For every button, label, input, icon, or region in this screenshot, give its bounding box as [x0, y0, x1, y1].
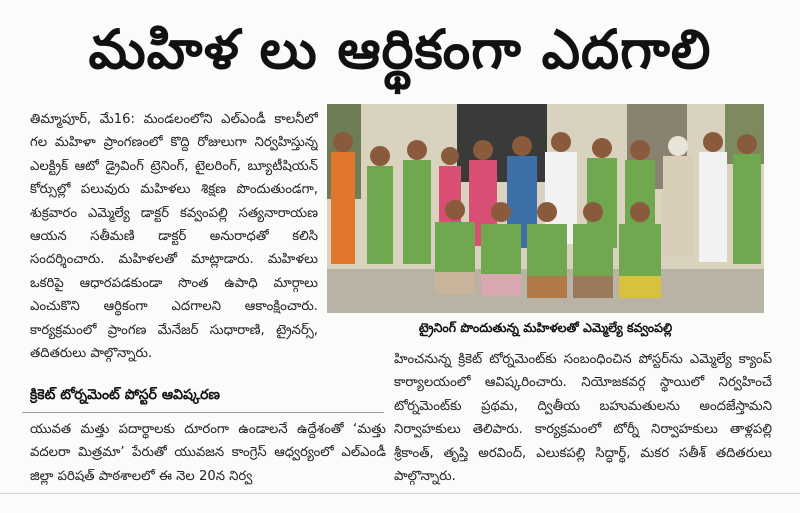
person-standing: [733, 154, 761, 264]
head: [592, 138, 612, 158]
head: [473, 140, 493, 160]
head: [668, 136, 688, 156]
person-standing: [367, 166, 393, 264]
person-seated: [573, 224, 613, 278]
person-seated: [435, 222, 475, 274]
section-subheading: క్రికెట్‌ టోర్నమెంట్‌ పోస్టర్‌ ఆవిష్కరణ: [30, 387, 220, 403]
article-body-cricket-part2: హించనున్న క్రికెట్‌ టోర్నమెంట్‌కు సంబంధించిన పోస్టర్‌ను ఎమ్మెల్యే క్యాంప్‌ కార్యాలయంలో ఆవిష్కరించారు. నియోజకవర్గ స్థాయిలో నిర్వహించే టోర్నమెంట్‌కు ప్రథమ, ద్వితీయ బహుమతులను అందజేస్తామని నిర్వాహకులు తెలిపారు. కార్యక్రమంలో టోర్నీ నిర్వాహకులు తాళ్లపల్లి శ్రీకాంత్‌, తృప్తి అరవింద్‌, ఎలుకపల్లి సిద్ధార్థ్‌, మకర సతీశ్‌ తదితరులు పాల్గొన్నారు.: [394, 352, 772, 485]
head: [512, 136, 532, 156]
head: [630, 140, 650, 160]
head: [491, 202, 511, 222]
article-body-intro: తిమ్మాపూర్‌, మే16: మండలంలోని ఎల్‌ఎండీ కాలనీలో గల మహిళా ప్రాంగణంలో కొద్ది రోజులుగా నిర్వహిస్తున్న ఎలక్ట్రిక్‌ ఆటో డ్రైవింగ్‌ ట్రెనింగ్‌, టైలరింగ్‌, బ్యూటీషియన్‌ కోర్సుల్లో పలువురు మహిళలు శిక్షణ పొందుతుండగా, శుక్రవారం ఎమ్మెల్యే డాక్టర్‌ కవ్వంపల్లి సత్యనారాయణ ఆయన సతీమణి డాక్టర్‌ అనురాధతో కలిసి సందర్శించారు. మహిళలతో మాట్లాడారు. మహిళలు ఒకరిపై ఆధారపడకుండా సొంత ఉపాధి మార్గాలు ఎంచుకొని ఆర్థికంగా ఎదగాలని ఆకాంక్షించారు. కార్యక్రమంలో ప్రాంగణ మేనేజర్‌ సుధారాణి, ట్రైనర్స్‌, తదితరులు పాల్గొన్నారు.: [30, 112, 318, 362]
head: [703, 132, 723, 152]
head: [583, 202, 603, 222]
person-standing: [663, 156, 693, 256]
head: [445, 200, 465, 220]
head: [441, 147, 459, 165]
head: [537, 202, 557, 222]
head: [551, 132, 571, 152]
head: [407, 140, 427, 160]
group-photo-illustration: [327, 104, 764, 313]
seated-legs: [573, 276, 613, 298]
person-seated: [619, 224, 661, 278]
article-headline: మహిళ లు ఆర్థికంగా ఎదగాలి: [88, 18, 712, 81]
person-standing: [403, 160, 431, 264]
person-seated: [527, 224, 567, 278]
seated-legs: [481, 274, 521, 296]
head: [630, 202, 650, 222]
photo-caption: ట్రైనింగ్‌ పొందుతున్న మహిళలతో ఎమ్మెల్యే కవ్వంపల్లి: [418, 320, 673, 335]
head: [737, 134, 757, 154]
subheading-rule: [22, 412, 384, 413]
seated-legs: [527, 276, 567, 298]
article-body-cricket-part1: యువత మత్తు పదార్థాలకు దూరంగా ఉండాలనే ఉద్దేశంతో ‘మత్తు వదలరా మిత్రమా’ పేరుతో యువజన కాంగ్రెస్‌ ఆధ్వర్యంలో ఎల్‌ఎండీ జిల్లా పరిషత్‌ పాఠశాలలో ఈ నెల 20న నిర్వ: [30, 422, 386, 484]
clipping-bottom-edge: [0, 493, 800, 494]
article-photo: [327, 104, 764, 313]
person-standing: [699, 152, 727, 262]
seated-legs: [619, 276, 661, 298]
person-seated: [481, 224, 521, 276]
head: [333, 132, 353, 152]
person-standing: [331, 152, 355, 264]
seated-legs: [435, 272, 475, 294]
head: [370, 146, 390, 166]
